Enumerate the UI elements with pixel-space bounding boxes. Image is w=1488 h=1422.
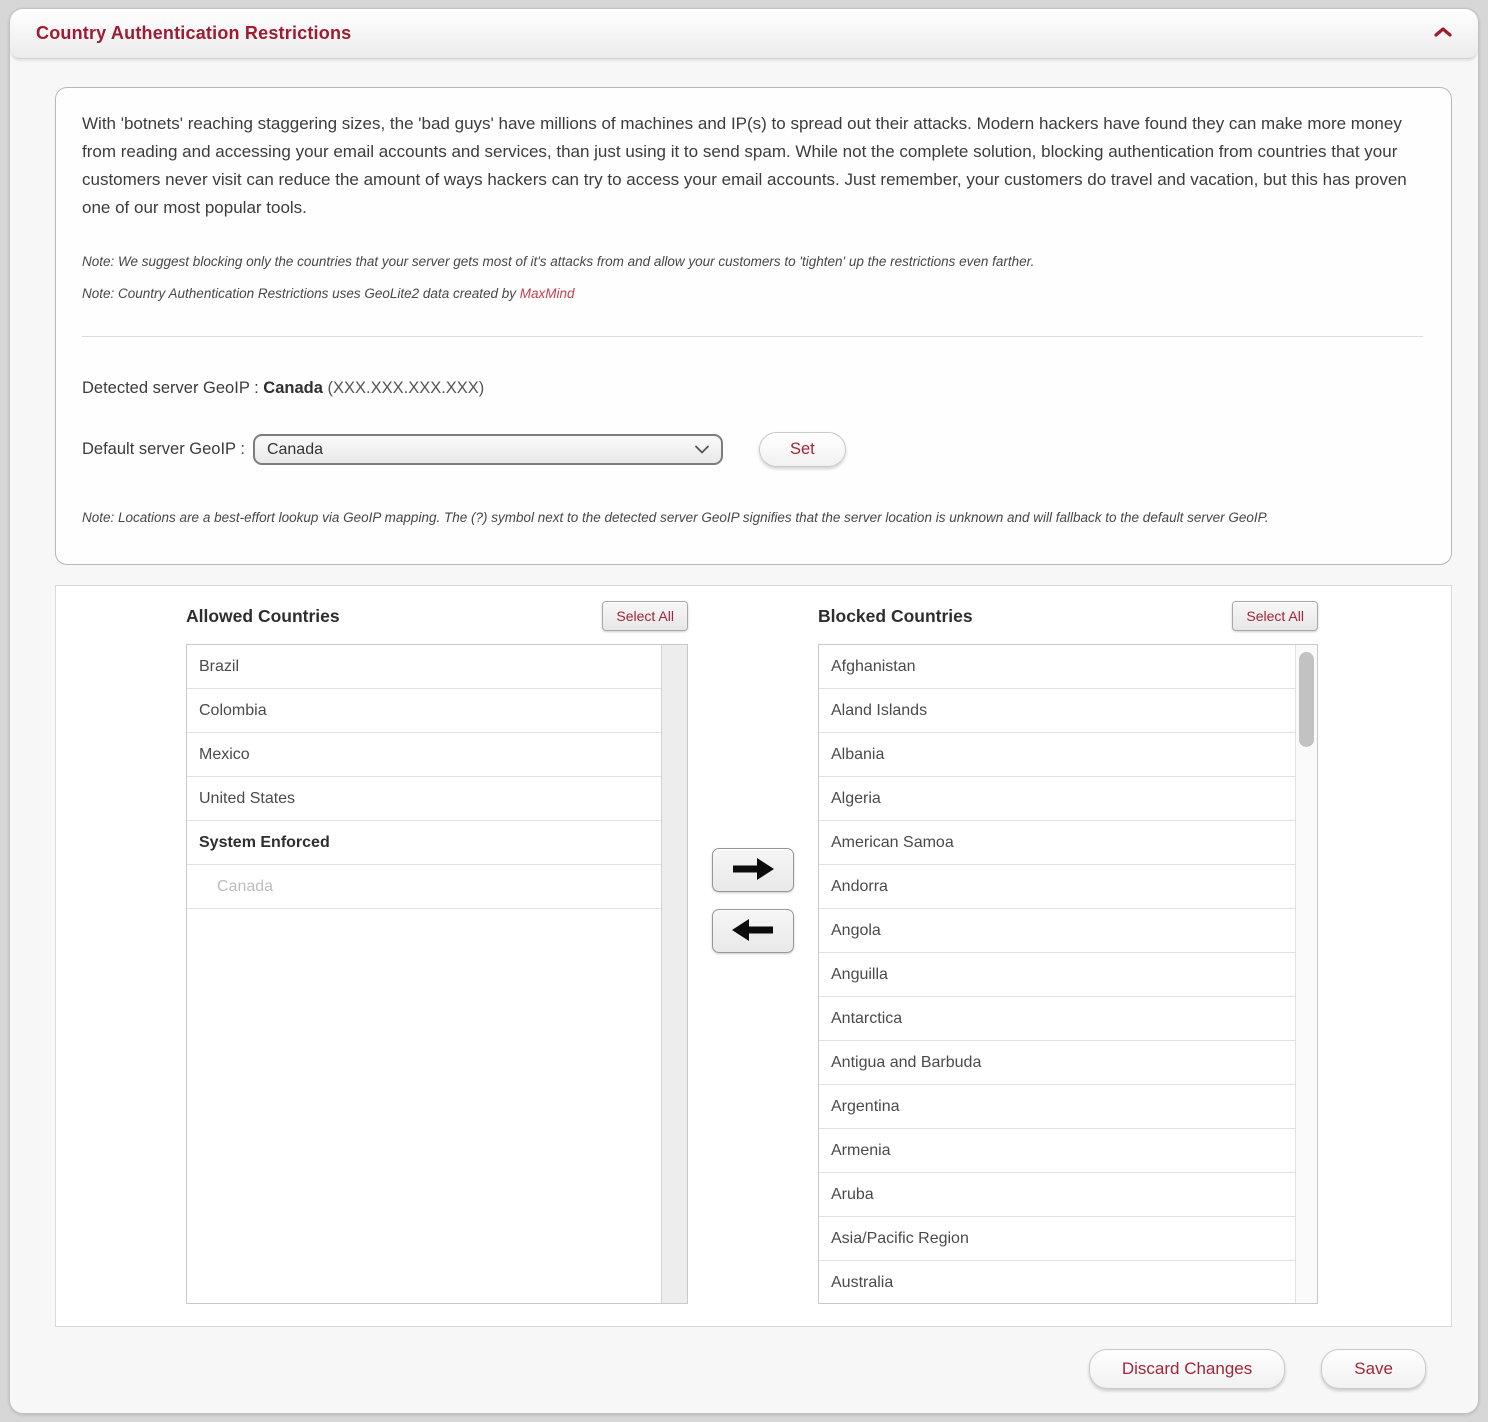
default-geoip-selected-value: Canada (266, 440, 323, 458)
country-row-label: Mexico (199, 745, 250, 763)
move-to-blocked-button[interactable] (712, 848, 794, 892)
country-row[interactable] (187, 777, 687, 821)
system-enforced-label-row (187, 821, 687, 865)
system-enforced-label: System Enforced (199, 833, 330, 851)
note-blocking-suggestion: Note: We suggest blocking only the countries that your server gets most of it's attacks from and allow your customers to 'tighten' up the restrictions even farther. (82, 254, 1035, 269)
collapse-toggle[interactable] (1434, 25, 1452, 43)
country-row[interactable] (819, 865, 1317, 909)
detected-geoip-ip: (XXX.XXX.XXX.XXX) (327, 379, 485, 397)
default-geoip-row (82, 432, 1423, 467)
chevron-up-icon (1434, 25, 1452, 43)
save-button[interactable]: Save (1321, 1349, 1426, 1389)
country-row-label: United States (199, 789, 296, 807)
country-row-label: Afghanistan (831, 657, 916, 675)
allowed-countries-title: Allowed Countries (186, 605, 340, 626)
country-row[interactable] (819, 953, 1317, 997)
footer-actions (55, 1327, 1452, 1399)
country-row-label: Colombia (199, 701, 267, 719)
country-row-label: Asia/Pacific Region (831, 1229, 969, 1247)
country-row[interactable] (819, 689, 1317, 733)
intro-paragraph: With 'botnets' reaching staggering sizes, the 'bad guys' have millions of machines and IP(s) to spread out their attacks. Modern hackers have found they can make more money from reading and accessing your email accounts and services, than just using it to send spam. While not the complete solution, blocking authentication from countries that your customers never visit can reduce the amount of ways hackers can try to access your email accounts. Just remember, your customers do travel and vacation, but this has proven one of our most popular tools. (82, 114, 1407, 217)
default-geoip-label: Default server GeoIP : (82, 440, 245, 458)
blocked-list-scrollbar-thumb[interactable] (1299, 652, 1314, 747)
panel-header (10, 9, 1478, 59)
country-row[interactable] (819, 1085, 1317, 1129)
country-row[interactable] (819, 1261, 1317, 1304)
system-enforced-items (187, 865, 687, 909)
allowed-countries-column (186, 600, 688, 1304)
allowed-countries-list (186, 644, 688, 1304)
country-row[interactable] (819, 1041, 1317, 1085)
country-row-label: Armenia (831, 1141, 891, 1159)
country-row[interactable] (819, 733, 1317, 777)
country-row-label: Algeria (831, 789, 881, 807)
country-row[interactable] (819, 777, 1317, 821)
country-row-label: Canada (217, 877, 274, 895)
maxmind-link[interactable]: MaxMind (519, 286, 575, 301)
divider (82, 336, 1423, 337)
country-row[interactable] (819, 997, 1317, 1041)
country-row-label: Brazil (199, 657, 240, 675)
country-row-label: Anguilla (831, 965, 888, 983)
country-row[interactable] (819, 909, 1317, 953)
detected-geoip-label: Detected server GeoIP : (82, 379, 259, 397)
allowed-countries-items (187, 645, 687, 821)
country-auth-restrictions-panel (9, 8, 1479, 1414)
country-row-label: Angola (831, 921, 881, 939)
country-row-label: Albania (831, 745, 885, 763)
note-geolite2-text: Note: Country Authentication Restrictions uses GeoLite2 data created by (82, 286, 520, 301)
country-row[interactable] (819, 1217, 1317, 1261)
country-row[interactable] (819, 645, 1317, 689)
country-row[interactable] (187, 645, 687, 689)
note-geolite2 (82, 278, 1423, 310)
country-row-label: American Samoa (831, 833, 954, 851)
country-row-label: Andorra (831, 877, 888, 895)
blocked-list-scrollbar[interactable] (1295, 645, 1317, 1303)
blocked-countries-column (818, 600, 1318, 1304)
note-geoip-lookup: Note: Locations are a best-effort lookup via GeoIP mapping. The (?) symbol next to the detected server GeoIP signifies that the server location is unknown and will fallback to the default server GeoIP. (82, 510, 1269, 525)
country-row[interactable] (819, 1173, 1317, 1217)
country-row-label: Australia (831, 1273, 894, 1291)
country-row[interactable] (819, 1129, 1317, 1173)
detected-geoip-country: Canada (263, 379, 323, 397)
country-row[interactable] (187, 733, 687, 777)
allowed-select-all-button[interactable]: Select All (602, 601, 688, 631)
country-row[interactable] (819, 821, 1317, 865)
move-to-allowed-button[interactable] (712, 909, 794, 953)
set-button[interactable]: Set (759, 432, 846, 467)
country-row-label: Aruba (831, 1185, 874, 1203)
country-row-label: Aland Islands (831, 701, 928, 719)
allowed-list-scrollbar[interactable] (661, 645, 687, 1303)
blocked-countries-title: Blocked Countries (818, 605, 973, 626)
country-row-label: Antarctica (831, 1009, 903, 1027)
country-lists-container (55, 585, 1452, 1327)
chevron-down-icon (695, 441, 709, 459)
info-box (55, 87, 1452, 565)
arrow-right-icon (730, 856, 776, 885)
discard-changes-button[interactable]: Discard Changes (1089, 1349, 1285, 1389)
arrow-left-icon (730, 917, 776, 946)
country-row-label: Antigua and Barbuda (831, 1053, 982, 1071)
default-geoip-select[interactable] (253, 434, 723, 465)
country-row-label: Argentina (831, 1097, 900, 1115)
panel-body (10, 59, 1478, 1413)
detected-geoip-row (82, 379, 1423, 398)
blocked-countries-items (819, 645, 1317, 1304)
move-buttons-column (688, 600, 818, 1304)
blocked-select-all-button[interactable]: Select All (1232, 601, 1318, 631)
country-row-disabled (187, 865, 687, 909)
country-row[interactable] (187, 689, 687, 733)
page-title: Country Authentication Restrictions (36, 23, 352, 43)
blocked-countries-list (818, 644, 1318, 1304)
